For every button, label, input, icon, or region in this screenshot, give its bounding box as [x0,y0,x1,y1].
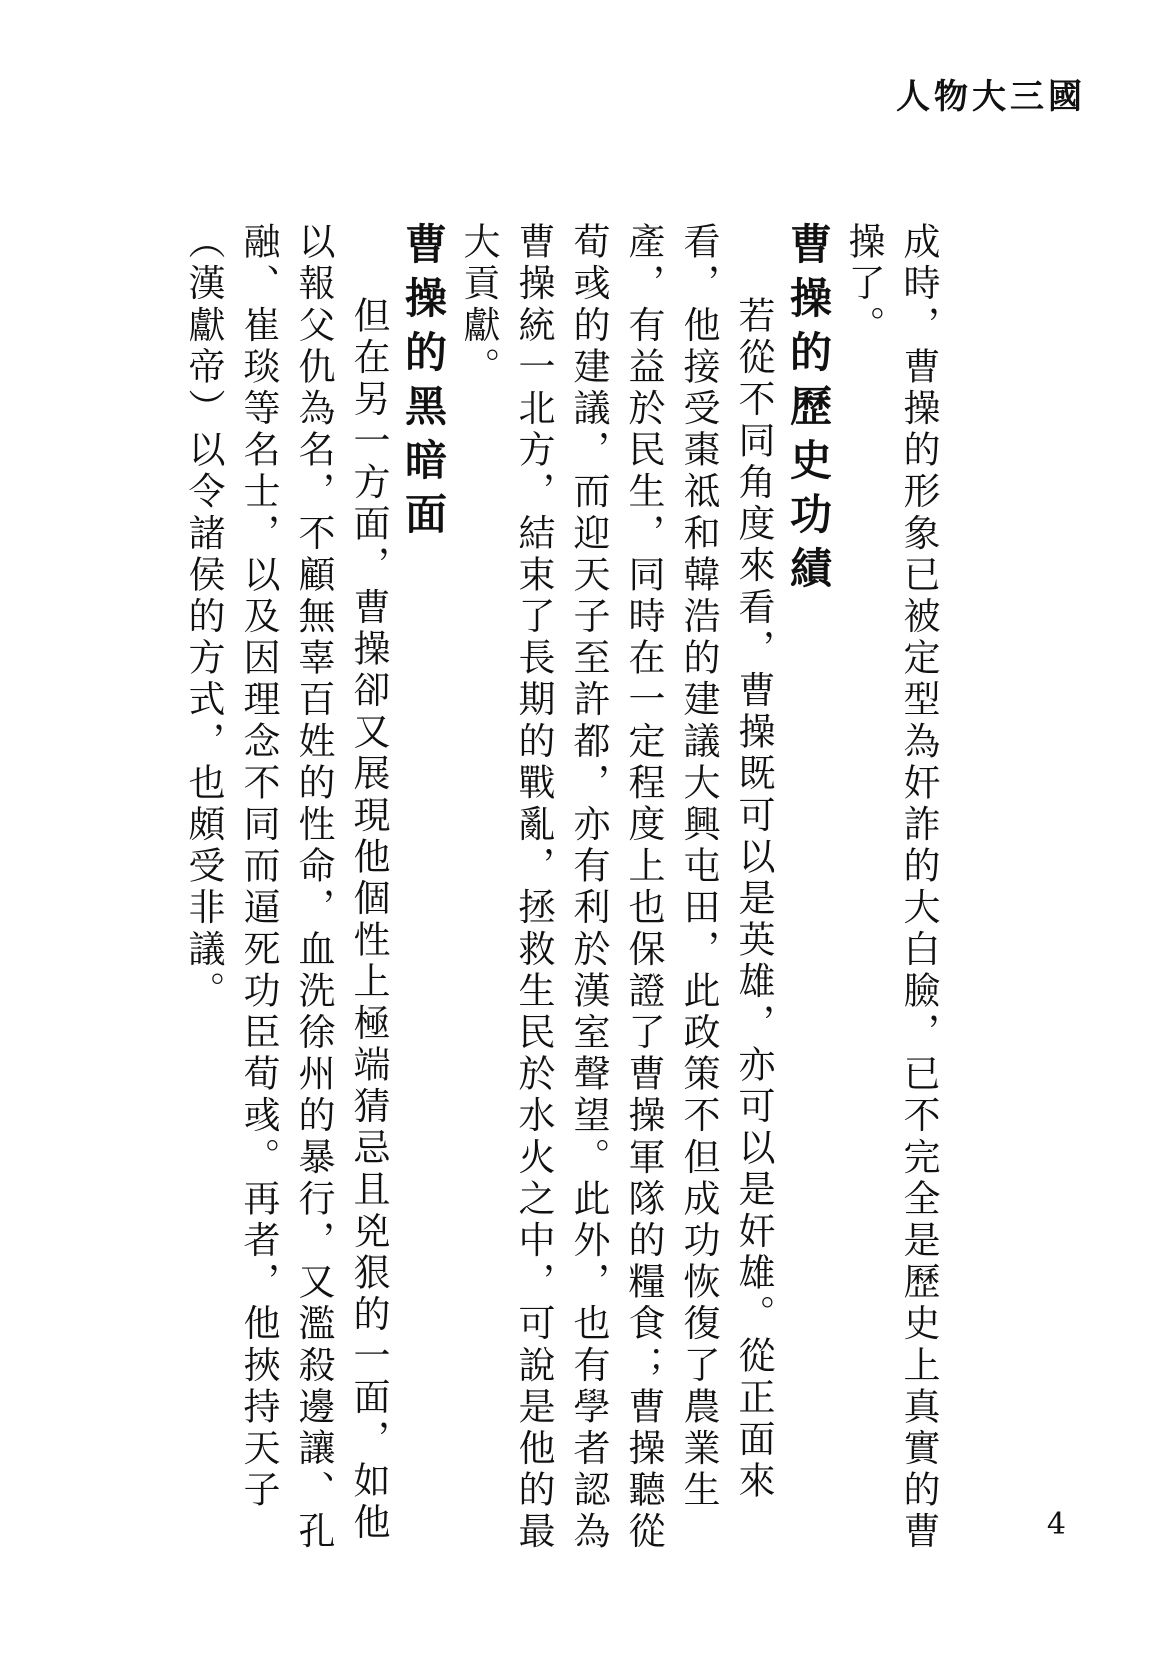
intro-paragraph: 成時，曹操的形象已被定型為奸詐的大白臉，已不完全是歷史上真實的曹操了。 [842,222,940,1554]
page-number: 4 [1046,1507,1066,1542]
section-heading-dark-side: 曹操的黑暗面 [399,222,448,546]
section-paragraph-achievements: 若從不同角度來看，曹操既可以是英雄，亦可以是奸雄。從正面來看，他接受棗祗和韓浩的建議大興屯田，此政策不但成功恢復了農業生產，有益於民生，同時在一定程度上也保證了曹操軍隊的糧食；曹操聽從荀彧的建議，而迎天子至許都，亦有利於漢室聲望。此外，也有學者認為曹操統一北方，結束了長期的戰亂，拯救生民於水火之中，可說是他的最大貢獻。 [457,222,775,1554]
body-text [182,222,946,1572]
section-heading-achievements: 曹操的歷史功績 [784,222,833,600]
running-header: 人物大三國 [896,77,1086,117]
section-paragraph-dark-side: 但在另一方面，曹操卻又展現他個性上極端猜忌且兇狠的一面，如他以報父仇為名，不顧無辜百姓的性命，血洗徐州的暴行，又濫殺邊讓、孔融、崔琰等名士，以及因理念不同而逼死功臣荀彧。再者，他挾持天子（漢獻帝）以令諸侯的方式，也頗受非議。 [182,222,390,1554]
